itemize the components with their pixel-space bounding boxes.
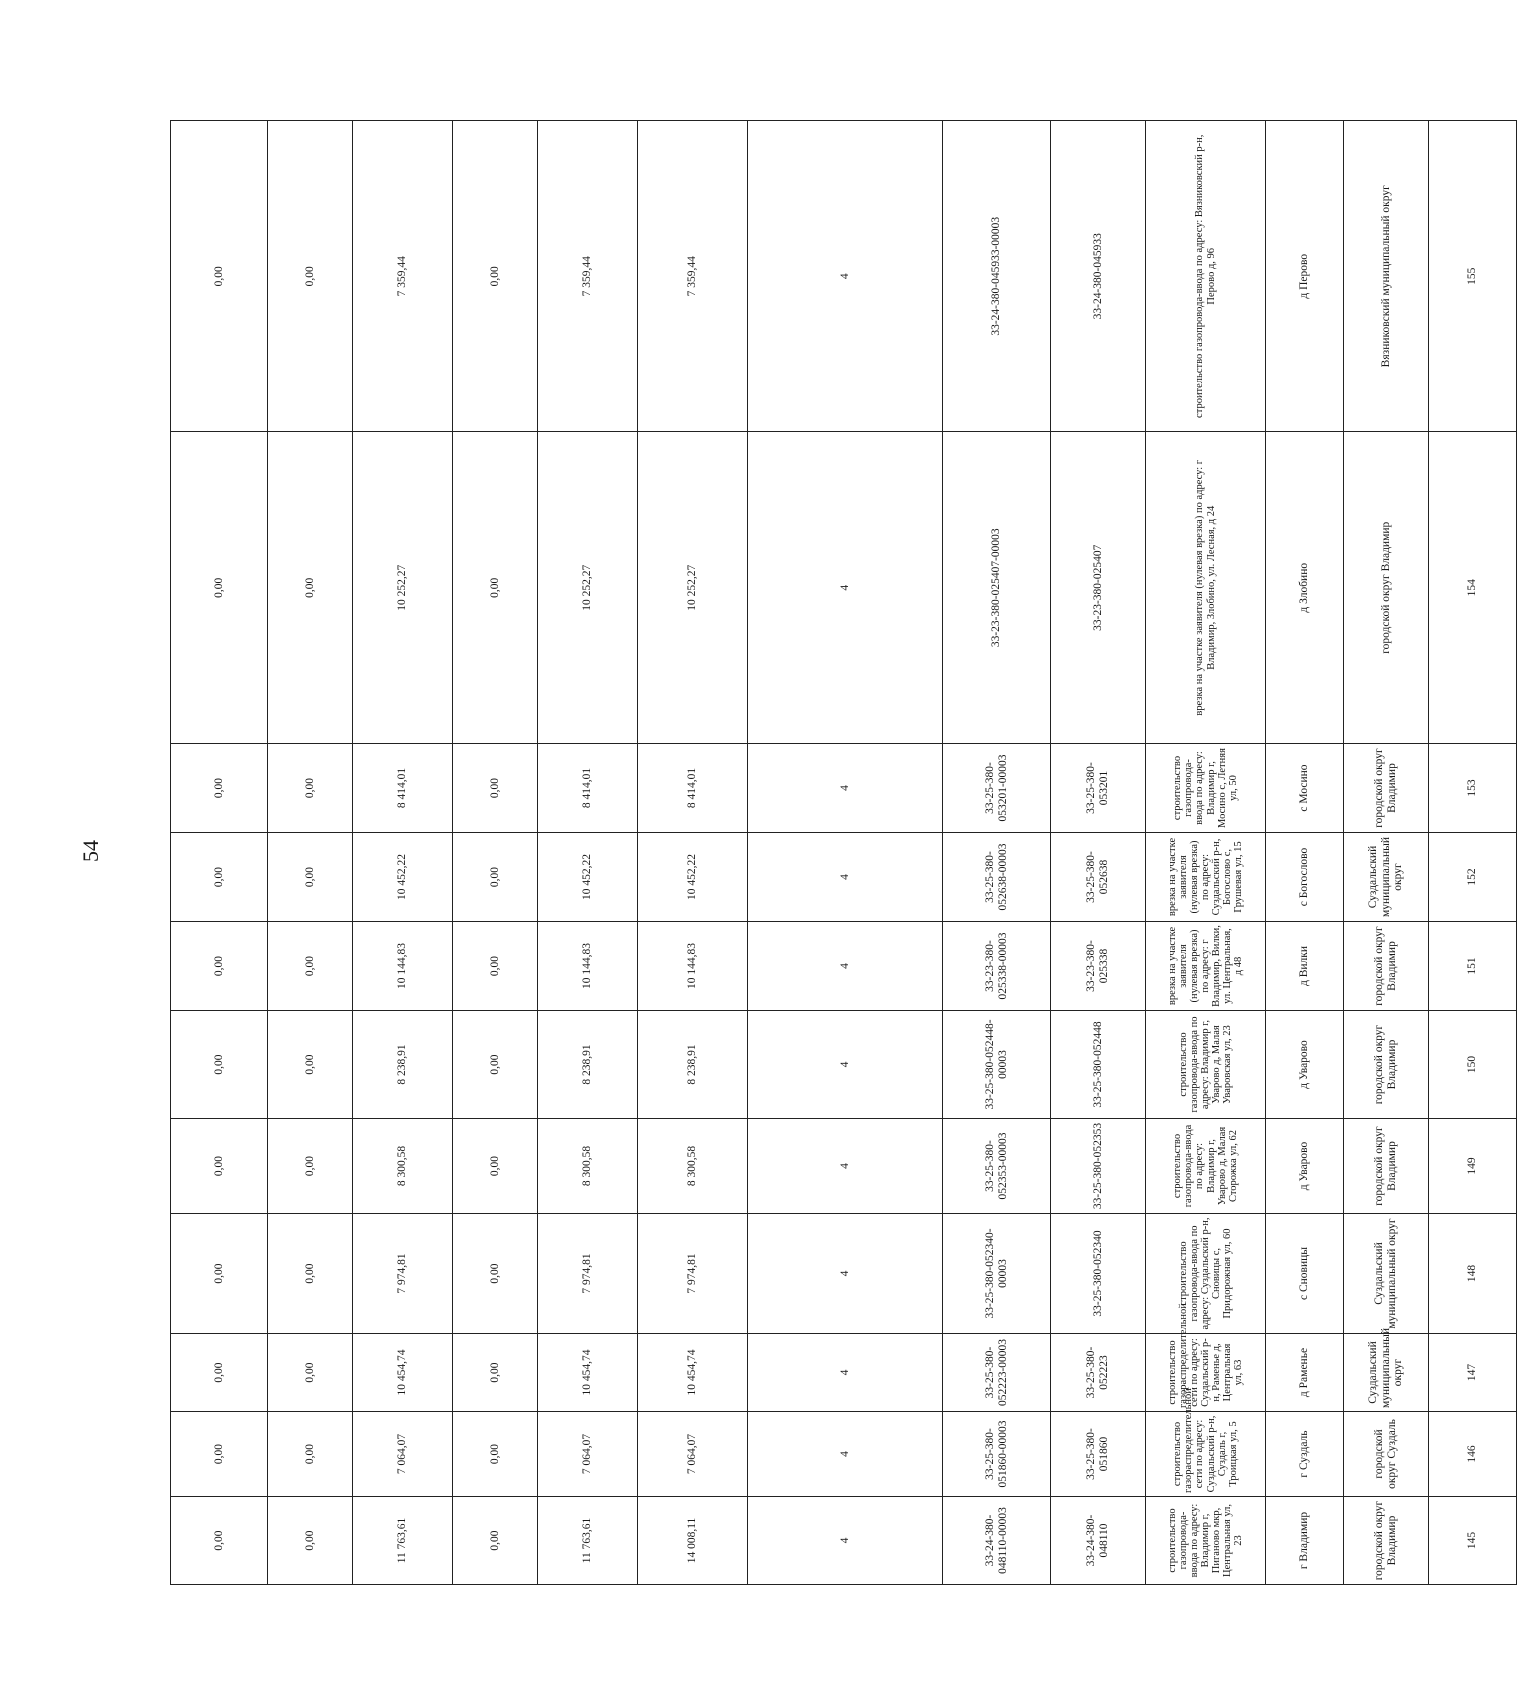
cell-total: 8 238,91 xyxy=(638,1011,748,1119)
cell-v2: 0,00 xyxy=(453,1214,538,1334)
cell-v3: 10 454,74 xyxy=(353,1334,453,1412)
cell-total: 10 252,27 xyxy=(638,432,748,744)
cell-cat: 4 xyxy=(748,1412,943,1497)
cell-total: 7 359,44 xyxy=(638,121,748,433)
cell-v1: 10 454,74 xyxy=(538,1334,638,1412)
cell-num: 155 xyxy=(1429,121,1517,433)
cell-district: городской округ Владимир xyxy=(1344,744,1429,833)
cell-v1: 8 238,91 xyxy=(538,1011,638,1119)
cell-code: 33-23-380-025338-00003 xyxy=(943,922,1051,1011)
cell-v3: 11 763,61 xyxy=(353,1497,453,1585)
cell-v5: 0,00 xyxy=(171,1497,268,1585)
cell-v5: 0,00 xyxy=(171,1011,268,1119)
cell-v3: 10 144,83 xyxy=(353,922,453,1011)
cell-description: строительство газопровода-ввода по адресу: Владимир г, Уварово д, Малая Сторожка ул, 62 xyxy=(1146,1119,1266,1214)
cell-locality: д Вилки xyxy=(1266,922,1344,1011)
cell-v1: 8 300,58 xyxy=(538,1119,638,1214)
cell-v2: 0,00 xyxy=(453,1412,538,1497)
table-row-v3 xyxy=(353,121,453,1585)
cell-total: 7 974,81 xyxy=(638,1214,748,1334)
cell-locality: г Владимир xyxy=(1266,1497,1344,1585)
cell-v2: 0,00 xyxy=(453,1497,538,1585)
cell-num: 149 xyxy=(1429,1119,1517,1214)
cell-num: 154 xyxy=(1429,432,1517,744)
cell-v2: 0,00 xyxy=(453,744,538,833)
cell-cad: 33-25-380-052223 xyxy=(1051,1334,1146,1412)
cell-code: 33-25-380-052353-00003 xyxy=(943,1119,1051,1214)
table-row-description xyxy=(1146,121,1266,1585)
cell-v1: 10 252,27 xyxy=(538,432,638,744)
cell-v2: 0,00 xyxy=(453,833,538,922)
table-row-num xyxy=(1429,121,1517,1585)
cell-v4: 0,00 xyxy=(268,432,353,744)
cell-total: 8 300,58 xyxy=(638,1119,748,1214)
cell-v1: 7 064,07 xyxy=(538,1412,638,1497)
cell-v4: 0,00 xyxy=(268,744,353,833)
cell-locality: д Уварово xyxy=(1266,1011,1344,1119)
cell-code: 33-25-380-052223-00003 xyxy=(943,1334,1051,1412)
cell-v4: 0,00 xyxy=(268,922,353,1011)
cell-district: городской округ Суздаль xyxy=(1344,1412,1429,1497)
cell-v1: 7 974,81 xyxy=(538,1214,638,1334)
cell-description: строительство газопровода-ввода по адресу: Владимир г, Уварово д, Малая Уваровская ул, 23 xyxy=(1146,1011,1266,1119)
cell-description: строительство газопровода-ввода по адресу: Суздальский р-н, Сновицы с, Придорожная ул, 60 xyxy=(1146,1214,1266,1334)
cell-v2: 0,00 xyxy=(453,1334,538,1412)
cell-v1: 10 452,22 xyxy=(538,833,638,922)
cell-locality: д Злобино xyxy=(1266,432,1344,744)
cell-description: врезка на участке заявителя (нулевая врезка) по адресу: г Владимир, Вилки, ул. Центральная, д 48 xyxy=(1146,922,1266,1011)
table-row-v1 xyxy=(538,121,638,1585)
table-row-code xyxy=(943,121,1051,1585)
cell-num: 150 xyxy=(1429,1011,1517,1119)
cell-cad: 33-25-380-052448 xyxy=(1051,1011,1146,1119)
cell-num: 151 xyxy=(1429,922,1517,1011)
cell-v4: 0,00 xyxy=(268,1011,353,1119)
cell-cad: 33-23-380-025407 xyxy=(1051,432,1146,744)
cell-v4: 0,00 xyxy=(268,1119,353,1214)
cell-cat: 4 xyxy=(748,922,943,1011)
cell-num: 146 xyxy=(1429,1412,1517,1497)
cell-v5: 0,00 xyxy=(171,1214,268,1334)
cell-v2: 0,00 xyxy=(453,1119,538,1214)
cell-description: строительство газопровода-ввода по адресу: Владимир г, Мосино с, Летняя ул, 50 xyxy=(1146,744,1266,833)
cell-num: 152 xyxy=(1429,833,1517,922)
cell-code: 33-25-380-052340-00003 xyxy=(943,1214,1051,1334)
cell-code: 33-23-380-025407-00003 xyxy=(943,432,1051,744)
table-row-v4 xyxy=(268,121,353,1585)
cell-num: 153 xyxy=(1429,744,1517,833)
cell-cad: 33-25-380-051860 xyxy=(1051,1412,1146,1497)
cell-v1: 10 144,83 xyxy=(538,922,638,1011)
cell-code: 33-24-380-048110-00003 xyxy=(943,1497,1051,1585)
cell-cat: 4 xyxy=(748,1011,943,1119)
cell-locality: г Суздаль xyxy=(1266,1412,1344,1497)
cell-cad: 33-25-380-052353 xyxy=(1051,1119,1146,1214)
cell-v1: 11 763,61 xyxy=(538,1497,638,1585)
cell-code: 33-24-380-045933-00003 xyxy=(943,121,1051,433)
cell-v3: 8 300,58 xyxy=(353,1119,453,1214)
cell-locality: с Богослово xyxy=(1266,833,1344,922)
cell-cad: 33-25-380-053201 xyxy=(1051,744,1146,833)
table-row-total xyxy=(638,121,748,1585)
cell-v2: 0,00 xyxy=(453,432,538,744)
cell-district: городской округ Владимир xyxy=(1344,432,1429,744)
cell-locality: д Перово xyxy=(1266,121,1344,433)
table-row-cat xyxy=(748,121,943,1585)
cell-locality: д Уварово xyxy=(1266,1119,1344,1214)
cell-cad: 33-24-380-048110 xyxy=(1051,1497,1146,1585)
cell-cad: 33-25-380-052638 xyxy=(1051,833,1146,922)
cell-total: 10 454,74 xyxy=(638,1334,748,1412)
cell-description: строительство газораспределительной сети по адресу: Суздальский р-н, Суздаль г, Троицкая ул, 5 xyxy=(1146,1412,1266,1497)
cell-v5: 0,00 xyxy=(171,1334,268,1412)
cell-cat: 4 xyxy=(748,121,943,433)
table-row-v5 xyxy=(171,121,268,1585)
cell-num: 147 xyxy=(1429,1334,1517,1412)
cell-locality: с Сновицы xyxy=(1266,1214,1344,1334)
cell-description: строительство газораспределительной сети по адресу: Суздальский р-н, Раменье д, Центральная ул, 63 xyxy=(1146,1334,1266,1412)
cell-code: 33-25-380-052638-00003 xyxy=(943,833,1051,922)
cell-v1: 7 359,44 xyxy=(538,121,638,433)
cell-total: 10 144,83 xyxy=(638,922,748,1011)
cell-cat: 4 xyxy=(748,1119,943,1214)
cell-cat: 4 xyxy=(748,833,943,922)
cell-district: Суздальский муниципальный округ xyxy=(1344,833,1429,922)
cell-district: Суздальский муниципальный округ xyxy=(1344,1214,1429,1334)
cell-locality: д Раменье xyxy=(1266,1334,1344,1412)
table-body xyxy=(171,121,1517,1585)
cell-district: городской округ Владимир xyxy=(1344,1497,1429,1585)
cell-v3: 7 064,07 xyxy=(353,1412,453,1497)
cell-district: городской округ Владимир xyxy=(1344,1011,1429,1119)
cell-code: 33-25-380-053201-00003 xyxy=(943,744,1051,833)
cell-description: врезка на участке заявителя (нулевая врезка) по адресу: Суздальский р-н, Богослово с, Грушевая ул, 15 xyxy=(1146,833,1266,922)
cell-description: строительство газопровода-ввода по адресу: Вязниковский р-н, Перово д, 96 xyxy=(1146,121,1266,433)
cell-description: строительство газопровода-ввода по адресу: Владимир г, Пиганово мкр, Центральная ул, 23 xyxy=(1146,1497,1266,1585)
cell-cad: 33-25-380-052340 xyxy=(1051,1214,1146,1334)
cell-v4: 0,00 xyxy=(268,1334,353,1412)
cell-total: 7 064,07 xyxy=(638,1412,748,1497)
cell-v2: 0,00 xyxy=(453,922,538,1011)
cell-cat: 4 xyxy=(748,744,943,833)
table-row-district xyxy=(1344,121,1429,1585)
cell-v5: 0,00 xyxy=(171,432,268,744)
gas-connection-table xyxy=(170,120,1517,1585)
cell-v3: 7 359,44 xyxy=(353,121,453,433)
cell-v3: 7 974,81 xyxy=(353,1214,453,1334)
cell-code: 33-25-380-052448-00003 xyxy=(943,1011,1051,1119)
cell-v4: 0,00 xyxy=(268,833,353,922)
cell-v4: 0,00 xyxy=(268,1497,353,1585)
cell-total: 14 008,11 xyxy=(638,1497,748,1585)
cell-district: городской округ Владимир xyxy=(1344,1119,1429,1214)
cell-v5: 0,00 xyxy=(171,744,268,833)
cell-num: 145 xyxy=(1429,1497,1517,1585)
cell-v5: 0,00 xyxy=(171,1412,268,1497)
cell-district: городской округ Владимир xyxy=(1344,922,1429,1011)
table-row-v2 xyxy=(453,121,538,1585)
cell-v2: 0,00 xyxy=(453,121,538,433)
cell-v5: 0,00 xyxy=(171,833,268,922)
cell-cat: 4 xyxy=(748,432,943,744)
cell-v4: 0,00 xyxy=(268,121,353,433)
cell-v4: 0,00 xyxy=(268,1412,353,1497)
cell-district: Вязниковский муниципальный округ xyxy=(1344,121,1429,433)
cell-num: 148 xyxy=(1429,1214,1517,1334)
cell-cad: 33-23-380-025338 xyxy=(1051,922,1146,1011)
cell-v3: 10 252,27 xyxy=(353,432,453,744)
cell-v5: 0,00 xyxy=(171,121,268,433)
table-row-locality xyxy=(1266,121,1344,1585)
page-number: 54 xyxy=(78,840,103,862)
cell-v3: 8 414,01 xyxy=(353,744,453,833)
cell-cat: 4 xyxy=(748,1334,943,1412)
cell-v4: 0,00 xyxy=(268,1214,353,1334)
cell-description: врезка на участке заявителя (нулевая врезка) по адресу: г Владимир, Злобино, ул. Лесная, д 24 xyxy=(1146,432,1266,744)
cell-cat: 4 xyxy=(748,1497,943,1585)
cell-v5: 0,00 xyxy=(171,922,268,1011)
cell-v1: 8 414,01 xyxy=(538,744,638,833)
cell-v2: 0,00 xyxy=(453,1011,538,1119)
cell-v5: 0,00 xyxy=(171,1119,268,1214)
cell-district: Суздальский муниципальный округ xyxy=(1344,1334,1429,1412)
table-row-cad xyxy=(1051,121,1146,1585)
cell-code: 33-25-380-051860-00003 xyxy=(943,1412,1051,1497)
cell-total: 10 452,22 xyxy=(638,833,748,922)
cell-v3: 8 238,91 xyxy=(353,1011,453,1119)
cell-cat: 4 xyxy=(748,1214,943,1334)
cell-locality: с Мосино xyxy=(1266,744,1344,833)
gas-connection-table-frame xyxy=(170,120,1479,1585)
cell-cad: 33-24-380-045933 xyxy=(1051,121,1146,433)
cell-v3: 10 452,22 xyxy=(353,833,453,922)
cell-total: 8 414,01 xyxy=(638,744,748,833)
